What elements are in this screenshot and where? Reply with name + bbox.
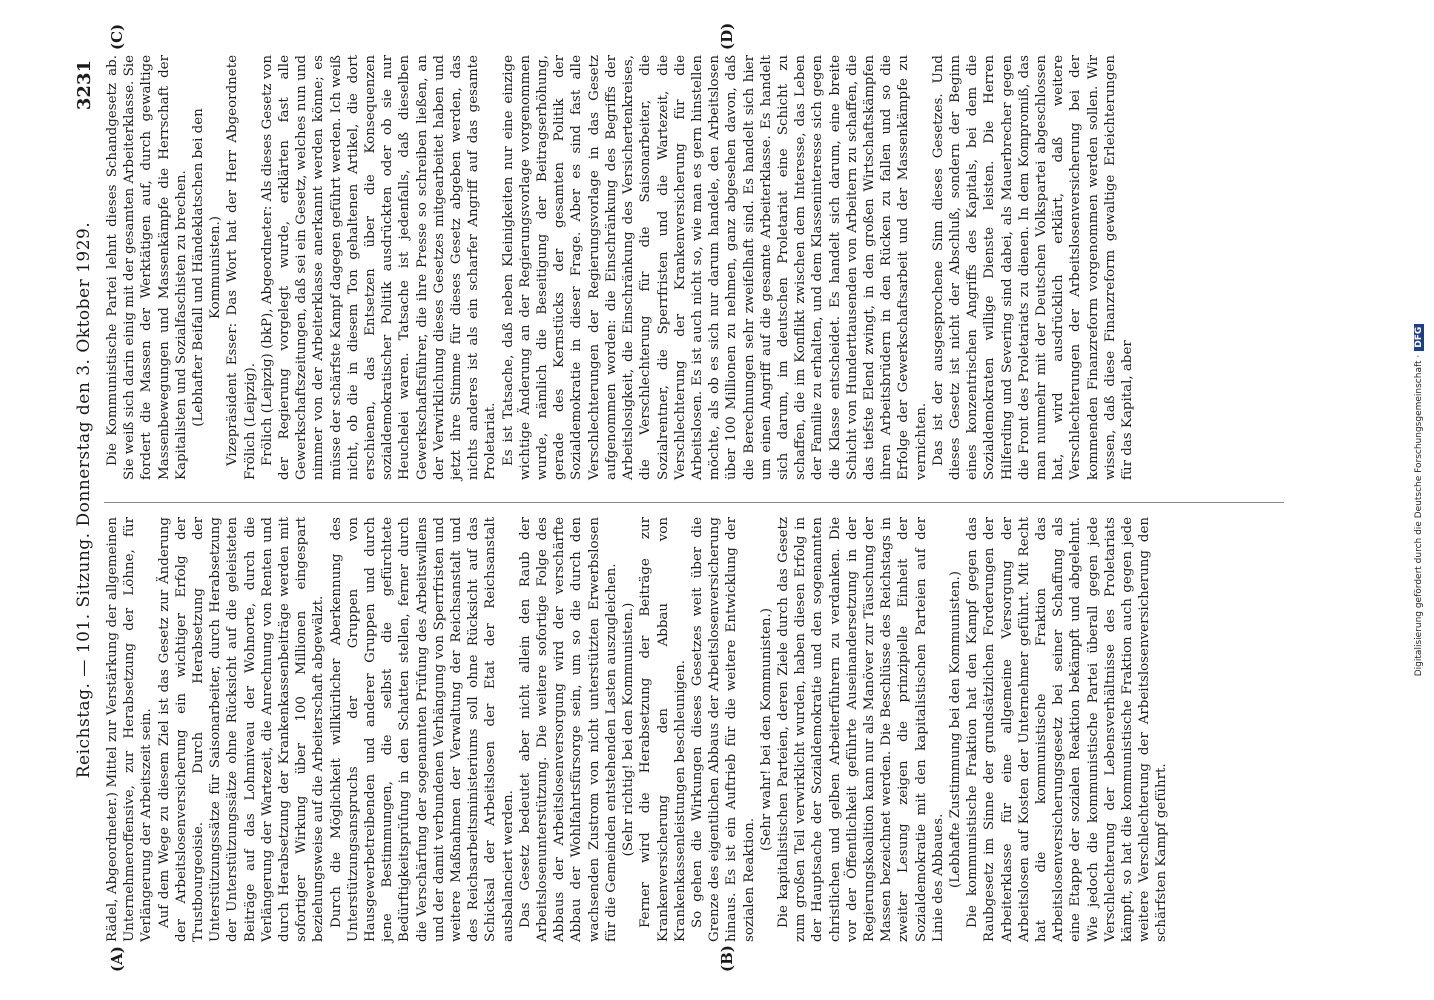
- paragraph: Frölich (Leipzig) (bkP), Abgeordneter: Als dieses Gesetz von der Regierung vorgelegt wurde, erklärten fast alle Gewerkschaftszeitungen, daß sei ein Gesetz, welches nun und nimmer von der Arbeiterklasse anerkannt werden könne; es müsse der schärfste Kampf dagegen geführt werden. Ich weiß nicht, ob die in diesem Ton gehaltenen Artikel, die dort erschienen, das Entsetzen über die Konsequenzen sozialdemokratischer Politik ausdrückten oder ob sie nur Heuchelei waren. Tatsache ist jedenfalls, daß dieselben Gewerkschaftsführer, die ihre Presse so schreiben ließen, an der Verwirklichung dieses Gesetzes mitgearbeitet haben und jetzt ihre Stimme für dieses Gesetz abgeben werden, das nichts anderes ist als ein scharfer Angriff auf das gesamte Proletariat.: [259, 55, 499, 480]
- page-header: [70, 60, 98, 940]
- footer-text: Digitalisierung gefördert durch die Deutsche Forschungsgemeinschaft ·: [1414, 354, 1424, 677]
- interjection: (Sehr richtig! bei den Kommunisten.): [621, 602, 637, 857]
- digitization-footer: [1414, 0, 1424, 1000]
- interjection: (Lebhafter Beifall und Händeklatschen bei den Kommunisten.): [191, 108, 224, 427]
- page-title: Reichstag. — 101. Sitzung. Donnerstag den 3. Oktober 1929.: [74, 221, 94, 779]
- paragraph: Die kapitalistischen Parteien, deren Ziele durch das Gesetz zum großen Teil verwirklicht wurden, haben diesen Erfolg in der Hauptsache der Sozialdemokratie und den sogenannten christlichen und gelben Arbeiterführern zu verdanken. Die vor der Öffentlichkeit geführte Auseinandersetzung in der Regierungskoalition kann nur als Manöver zur Täuschung der Massen bezeichnet werden. Die Beschlüsse des Reichstags in zweiter Lesung zeigen die prinzipielle Einheit der Sozialdemokratie mit den kapitalistischen Parteien auf der Linie des Abbaues.: [775, 517, 946, 942]
- paragraph: Rädel, Abgeordneter.) Mittel zur Verstärkung der allgemeinen Unternehmeroffensive, zur Herabsetzung der Löhne, für Verlängerung der Arbeitszeit sein.: [105, 517, 155, 942]
- column-divider: [104, 502, 1284, 503]
- margin-marker-c: (C): [108, 23, 126, 50]
- margin-marker-d: (D): [718, 22, 736, 50]
- paragraph: Die Kommunistische Partei lehnt dieses Schandgesetz ab. Sie weiß sich darin einig mit der gesamten Arbeiterklasse. Sie fordert die Massen der Werktätigen auf, durch gewaltige Massenbewegungen und Massenkämpfe die Herrschaft der Kapitalisten und Sozialfaschisten zu brechen.: [105, 55, 189, 480]
- margin-marker-b: (B): [718, 945, 736, 972]
- dfg-logo: DFG: [1414, 324, 1424, 351]
- paragraph: Vizepräsident Esser: Das Wort hat der Herr Abgeordnete Frölich (Leipzig).: [225, 55, 258, 480]
- paragraph: Ferner wird die Herabsetzung der Beiträge zur Krankenversicherung den Abbau von Krankenkassenleistungen beschleunigen.: [638, 517, 688, 942]
- page-number: 3231: [73, 60, 95, 111]
- paragraph: Das ist der ausgesprochene Sinn dieses Gesetzes. Und dieses Gesetz ist nicht der Abschluß, sondern der Beginn eines konzentrischen Angriffs des Kapitals, bei dem die Sozialdemokraten willige Dienste leisten. Die Herren Hilferding und Severing sind dabei, als Mauerbrecher gegen die Front des Proletariats zu dienen. In dem Kompromiß, das man nunmehr mit der Deutschen Volkspartei abgeschlossen hat, wird ausdrücklich erklärt, daß weitere Verschlechterungen der Arbeitslosenversicherung bei der kommenden Finanzreform vorgenommen werden sollen. Wir wissen, daß diese Finanzreform gewaltige Erleichterungen für das Kapital, aber: [930, 55, 1135, 480]
- right-column: [104, 55, 1136, 480]
- paragraph: Es ist Tatsache, daß neben Kleinigkeiten nur eine einzige wichtige Änderung an der Regierungsvorlage vorgenommen wurde, nämlich die Beseitigung der Beitragserhöhung, gerade des Kernstücks der gesamten Politik der Sozialdemokratie in dieser Frage. Aber es sind fast alle Verschlechterungen der Regierungsvorlage in das Gesetz aufgenommen worden: die Einschränkung des Begriffs der Arbeitslosigkeit, die Einschränkung des Versichertenkreises, die Verschlechterung für die Saisonarbeiter, die Sozialrentner, die Sperrfristen und die Wartezeit, die Verschlechterung der Krankenversicherung für die Arbeitslosen. Es ist auch nicht so, wie man es gern hinstellen möchte, als ob es sich nur darum handele, den Arbeitslosen über 100 Millionen zu nehmen, ganz abgesehen davon, daß die Berechnungen sehr zweifelhaft sind. Es handelt sich hier um einen Angriff auf die gesamte Arbeiterklasse. Es handelt sich darum, im deutschen Proletariat eine Schicht zu schaffen, die im Konflikt zwischen dem Interesse, das Leben der Familie zu erhalten, und dem Klasseninteresse sich gegen die Klasse entscheidet. Es handelt sich darum, eine breite Schicht von Hunderttausenden von Arbeitern zu schaffen, die das tiefste Elend zwingt, in den großen Wirtschaftskämpfen ihren Arbeitsbrüdern in den Rücken zu fallen und so die Erfolge der Gewerkschaftsarbeit und der Massenkämpfe zu vernichten.: [500, 55, 929, 480]
- paragraph: Durch die Möglichkeit willkürlicher Aberkennung des Unterstützungsanspruchs der Gruppen von Hausgewerbetreibenden und anderer Gruppen und durch jene Bestimmungen, die selbst die gefürchtete Bedürftigkeitsprüfung in den Schatten stellen, ferner durch die Verschärfung der sogenannten Prüfung des Arbeitswillens und der damit verbundenen Verhängung von Sperrfristen und weitere Maßnahmen der Verwaltung der Reichsanstalt und des Reichsarbeitsministeriums soll ohne Rücksicht auf das Schicksal der Arbeitslosen der Etat der Reichsanstalt ausbalanciert werden.: [328, 517, 516, 942]
- paragraph: Auf dem Wege zu diesem Ziel ist das Gesetz zur Änderung der Arbeitslosenversicherung ein wichtiger Erfolg der Trustbourgeoisie. Durch Herabsetzung der Unterstützungssätze für Saisonarbeiter, durch Herabsetzung der Unterstützungssätze ohne Rücksicht auf die geleisteten Beiträge auf das Lohnniveau der Wohnorte, durch die Verlängerung der Wartezeit, die Anrechnung von Renten und durch Herabsetzung der Krankenkassenbeiträge werden mit sofortiger Wirkung über 100 Millionen eingespart beziehungsweise auf die Arbeiterschaft abgewälzt.: [156, 517, 327, 942]
- paragraph: Die kommunistische Fraktion hat den Kampf gegen das Raubgesetz im Sinne der grundsätzlichen Forderungen der Arbeiterklasse für eine allgemeine Versorgung der Arbeitslosen auf Kosten der Unternehmer geführt. Mit Recht hat die kommunistische Fraktion das Arbeitslosenversicherungsgesetz bei seiner Schaffung als eine Etappe der sozialen Reaktion bekämpft und abgelehnt. Wie jedoch die kommunistische Partei überall gegen jede Verschlechterung der Lebensverhältnisse des Proletariats kämpft, so hat die kommunistische Fraktion auch gegen jede weitere Verschlechterung der Arbeitslosenversicherung den schärfsten Kampf geführt.: [965, 517, 1170, 942]
- paragraph: Das Gesetz bedeutet aber nicht allein den Raub der Arbeitslosenunterstützung. Die weitere sofortige Folge des Abbaus der Arbeitslosenversorgung wird der verschärfte Abbau der Wohlfahrtsfürsorge sein, um so die durch den wachsenden Zustrom von nicht unterstützten Erwerbslosen für die Gemeinden entstehenden Lasten auszugleichen.: [517, 517, 619, 942]
- left-column: [104, 517, 1171, 942]
- margin-marker-a: (A): [108, 946, 126, 972]
- paragraph: So gehen die Wirkungen dieses Gesetzes weit über die Grenze des eigentlichen Abbaus der Arbeitslosenversicherung hinaus. Es ist ein Auftrieb für die weitere Entwicklung der sozialen Reaktion.: [689, 517, 757, 942]
- interjection: (Sehr wahr! bei den Kommunisten.): [758, 607, 774, 852]
- interjection: (Lebhafte Zustimmung bei den Kommunisten.): [947, 571, 963, 889]
